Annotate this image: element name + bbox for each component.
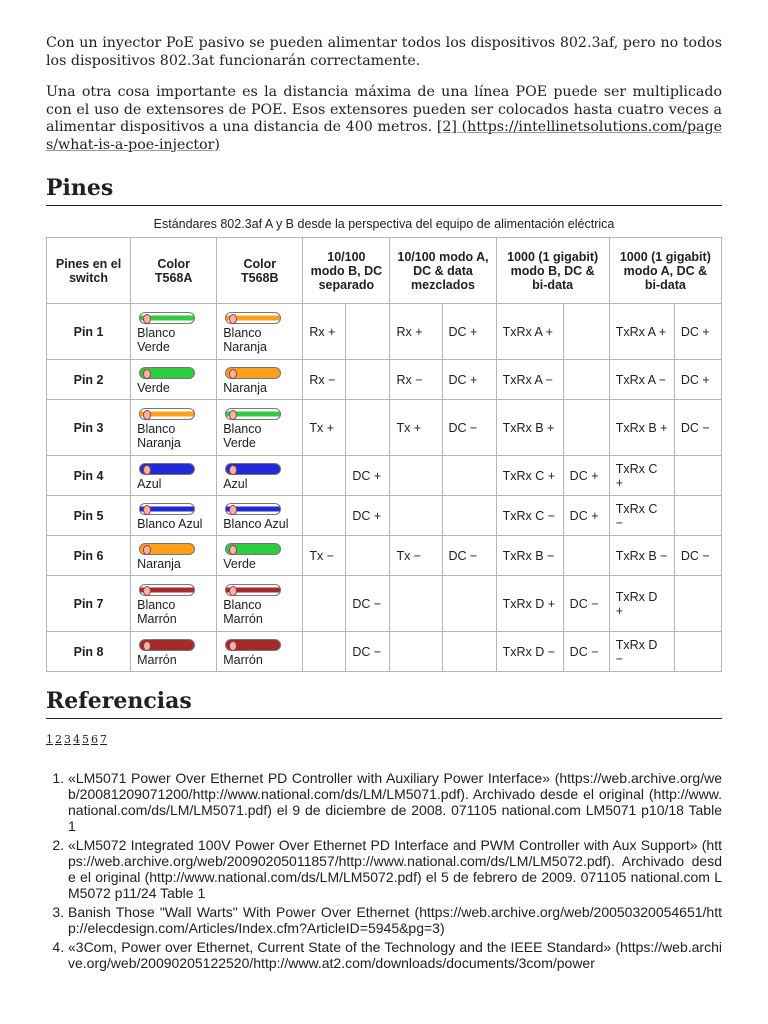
wire-color-cell-a [131, 496, 217, 536]
signal-cell [563, 400, 609, 456]
header-1000-modo-a: 1000 (1 gigabit) modo A, DC & bi-data [609, 238, 721, 304]
wire-icon [225, 408, 281, 420]
wire-icon [225, 463, 281, 475]
signal-cell [346, 304, 390, 360]
signal-cell: TxRx C + [496, 456, 563, 496]
header-10-100-modo-b: 10/100 modo B, DC separado [303, 238, 390, 304]
wire-icon [139, 408, 195, 420]
signal-cell [303, 632, 346, 672]
signal-cell [346, 360, 390, 400]
intellinet-link[interactable]: [2] (https://intellinetsolutions.com/pages/what-is-a-poe-injector) [46, 119, 722, 153]
signal-cell: DC − [442, 536, 496, 576]
table-row [47, 632, 722, 672]
wire-color-label: Azul [223, 476, 248, 491]
table-row [47, 360, 722, 400]
signal-cell: DC + [674, 304, 721, 360]
reference-item[interactable]: 2. «LM5072 Integrated 100V Power Over Ethernet PD Interface and PWM Controller with Aux Support» (https://web.archive.org/web/20090205011857/http://www.national.com/ds/LM/LM5072.pdf). Archivado desde el original (http://www.national.com/ds/LM/LM5072.pdf) el 5 de febrero de 2009. 071105 national.com LM5072 p11/24 Table 1 [68, 837, 722, 901]
table-row [47, 496, 722, 536]
wire-color-cell-a [131, 456, 217, 496]
wire-color-cell-b [217, 456, 303, 496]
wire-color-label: Blanco Naranja [223, 325, 267, 354]
wire-color-cell-a [131, 576, 217, 632]
signal-cell: TxRx D + [609, 576, 674, 632]
signal-cell: DC − [346, 632, 390, 672]
signal-cell: Tx − [390, 536, 442, 576]
signal-cell: DC + [346, 496, 390, 536]
table-row [47, 456, 722, 496]
signal-cell: DC + [674, 360, 721, 400]
wire-icon [139, 367, 195, 379]
wire-color-cell-a [131, 536, 217, 576]
signal-cell: Tx + [390, 400, 442, 456]
signal-cell: DC + [442, 304, 496, 360]
signal-cell [674, 576, 721, 632]
table-caption: Estándares 802.3af A y B desde la perspectiva del equipo de alimentación eléctrica [153, 217, 615, 231]
references-list [46, 770, 722, 974]
pin-label: Pin 1 [47, 304, 131, 360]
signal-cell: TxRx B − [496, 536, 563, 576]
referencias-heading: Referencias [46, 688, 722, 719]
reference-nav-link[interactable]: 6 [91, 733, 98, 746]
pin-label: Pin 5 [47, 496, 131, 536]
reference-item[interactable]: 4. «3Com, Power over Ethernet, Current State of the Technology and the IEEE Standard» (https://web.archive.org/web/20090205122520/http://www.at2.com/downloads/documents/3com/power [68, 939, 722, 971]
wire-color-label: Naranja [223, 380, 267, 395]
wire-color-label: Blanco Verde [137, 325, 176, 354]
signal-cell: DC − [674, 400, 721, 456]
wire-color-label: Verde [137, 380, 170, 395]
signal-cell: DC + [442, 360, 496, 400]
signal-cell [674, 632, 721, 672]
wire-icon [225, 367, 281, 379]
wire-color-cell-a [131, 360, 217, 400]
signal-cell: TxRx C − [609, 496, 674, 536]
signal-cell: TxRx A − [496, 360, 563, 400]
pin-label: Pin 4 [47, 456, 131, 496]
reference-nav-link[interactable]: 3 [64, 733, 71, 746]
wire-color-cell-b [217, 496, 303, 536]
signal-cell: TxRx D − [496, 632, 563, 672]
wire-icon [225, 639, 281, 651]
reference-nav-link[interactable]: 2 [55, 733, 62, 746]
table-row [47, 304, 722, 360]
wire-color-label: Marrón [223, 652, 263, 667]
signal-cell [390, 456, 442, 496]
wire-color-cell-b [217, 632, 303, 672]
signal-cell [390, 496, 442, 536]
signal-cell [442, 576, 496, 632]
reference-nav-link[interactable]: 1 [46, 733, 53, 746]
signal-cell [390, 576, 442, 632]
pin-label: Pin 7 [47, 576, 131, 632]
pin-label: Pin 8 [47, 632, 131, 672]
signal-cell: DC + [563, 496, 609, 536]
signal-cell [303, 576, 346, 632]
signal-cell [442, 632, 496, 672]
wire-icon [139, 543, 195, 555]
signal-cell: DC − [346, 576, 390, 632]
signal-cell: TxRx D + [496, 576, 563, 632]
wire-icon [139, 463, 195, 475]
wire-icon [139, 503, 195, 515]
signal-cell: DC − [563, 632, 609, 672]
wire-icon [225, 312, 281, 324]
wire-icon [225, 503, 281, 515]
wire-color-cell-a [131, 304, 217, 360]
wire-color-cell-b [217, 360, 303, 400]
wire-color-label: Marrón [137, 652, 177, 667]
signal-cell [674, 456, 721, 496]
table-row [47, 536, 722, 576]
signal-cell: TxRx B + [609, 400, 674, 456]
pin-label: Pin 6 [47, 536, 131, 576]
signal-cell: DC − [442, 400, 496, 456]
intro-paragraph-2-text: Una otra cosa importante es la distancia máxima de una línea POE puede ser multiplicado con el uso de extensores de POE. Esos extensores pueden ser colocados hasta cuatro veces a alimentar dispositivos a una distancia de 400 metros. [46, 84, 722, 135]
reference-nav-link[interactable]: 4 [73, 733, 80, 746]
reference-item[interactable]: 3. Banish Those "Wall Warts" With Power Over Ethernet (https://web.archive.org/web/20050320054651/http://elecdesign.com/Articles/Index.cfm?ArticleID=5945&pg=3) [68, 904, 722, 936]
signal-cell [442, 496, 496, 536]
wire-color-label: Blanco Azul [137, 516, 203, 531]
signal-cell: Rx − [303, 360, 346, 400]
table-header-row [47, 238, 722, 304]
wire-color-label: Blanco Verde [223, 421, 262, 450]
wire-color-label: Blanco Azul [223, 516, 289, 531]
pines-heading: Pines [46, 175, 722, 206]
reference-nav-link[interactable]: 5 [82, 733, 89, 746]
wire-icon [225, 543, 281, 555]
wire-color-cell-a [131, 400, 217, 456]
signal-cell: TxRx A + [609, 304, 674, 360]
signal-cell [563, 536, 609, 576]
wire-color-cell-b [217, 400, 303, 456]
intro-paragraph-1: Con un inyector PoE pasivo se pueden alimentar todos los dispositivos 802.3af, pero no todos los dispositivos 802.3at funcionarán correctamente. [46, 35, 722, 69]
signal-cell [442, 456, 496, 496]
signal-cell: Rx − [390, 360, 442, 400]
signal-cell [390, 632, 442, 672]
reference-item[interactable]: 1. «LM5071 Power Over Ethernet PD Controller with Auxiliary Power Interface» (https://web.archive.org/web/20081209071200/http://www.national.com/ds/LM/LM5071.pdf). Archivado desde el original (http://www.national.com/ds/LM/LM5071.pdf) el 9 de diciembre de 2008. 071105 national.com LM5071 p10/18 Table 1 [68, 770, 722, 834]
pin-label: Pin 2 [47, 360, 131, 400]
wire-color-label: Naranja [137, 556, 181, 571]
wire-color-cell-b [217, 536, 303, 576]
header-pines: Pines en el switch [47, 238, 131, 304]
signal-cell: Rx + [390, 304, 442, 360]
wire-icon [225, 584, 281, 596]
signal-cell [563, 304, 609, 360]
table-row [47, 576, 722, 632]
signal-cell [346, 536, 390, 576]
signal-cell: TxRx B + [496, 400, 563, 456]
wire-color-cell-b [217, 576, 303, 632]
reference-nav-link[interactable]: 7 [100, 733, 107, 746]
signal-cell [303, 456, 346, 496]
signal-cell: TxRx A − [609, 360, 674, 400]
wire-color-label: Blanco Marrón [137, 597, 177, 626]
references-nav [46, 733, 109, 746]
signal-cell: Tx + [303, 400, 346, 456]
signal-cell [563, 360, 609, 400]
wire-color-cell-b [217, 304, 303, 360]
signal-cell: TxRx A + [496, 304, 563, 360]
table-row [47, 400, 722, 456]
signal-cell: DC − [563, 576, 609, 632]
wire-color-label: Blanco Marrón [223, 597, 263, 626]
intro-paragraph-2 [46, 84, 722, 154]
wire-icon [139, 584, 195, 596]
signal-cell [303, 496, 346, 536]
pines-table [46, 237, 722, 672]
wire-color-cell-a [131, 632, 217, 672]
wire-color-label: Blanco Naranja [137, 421, 181, 450]
header-t568a: Color T568A [131, 238, 217, 304]
signal-cell: TxRx B − [609, 536, 674, 576]
signal-cell: Rx + [303, 304, 346, 360]
wire-color-label: Azul [137, 476, 162, 491]
signal-cell: DC + [346, 456, 390, 496]
pin-label: Pin 3 [47, 400, 131, 456]
header-10-100-modo-a: 10/100 modo A, DC & data mezclados [390, 238, 496, 304]
signal-cell: TxRx D − [609, 632, 674, 672]
wire-icon [139, 312, 195, 324]
signal-cell: DC − [674, 536, 721, 576]
signal-cell: Tx − [303, 536, 346, 576]
header-t568b: Color T568B [217, 238, 303, 304]
signal-cell: TxRx C + [609, 456, 674, 496]
wire-color-label: Verde [223, 556, 256, 571]
header-1000-modo-b: 1000 (1 gigabit) modo B, DC & bi-data [496, 238, 609, 304]
signal-cell: DC + [563, 456, 609, 496]
signal-cell [346, 400, 390, 456]
signal-cell: TxRx C − [496, 496, 563, 536]
wire-icon [139, 639, 195, 651]
signal-cell [674, 496, 721, 536]
